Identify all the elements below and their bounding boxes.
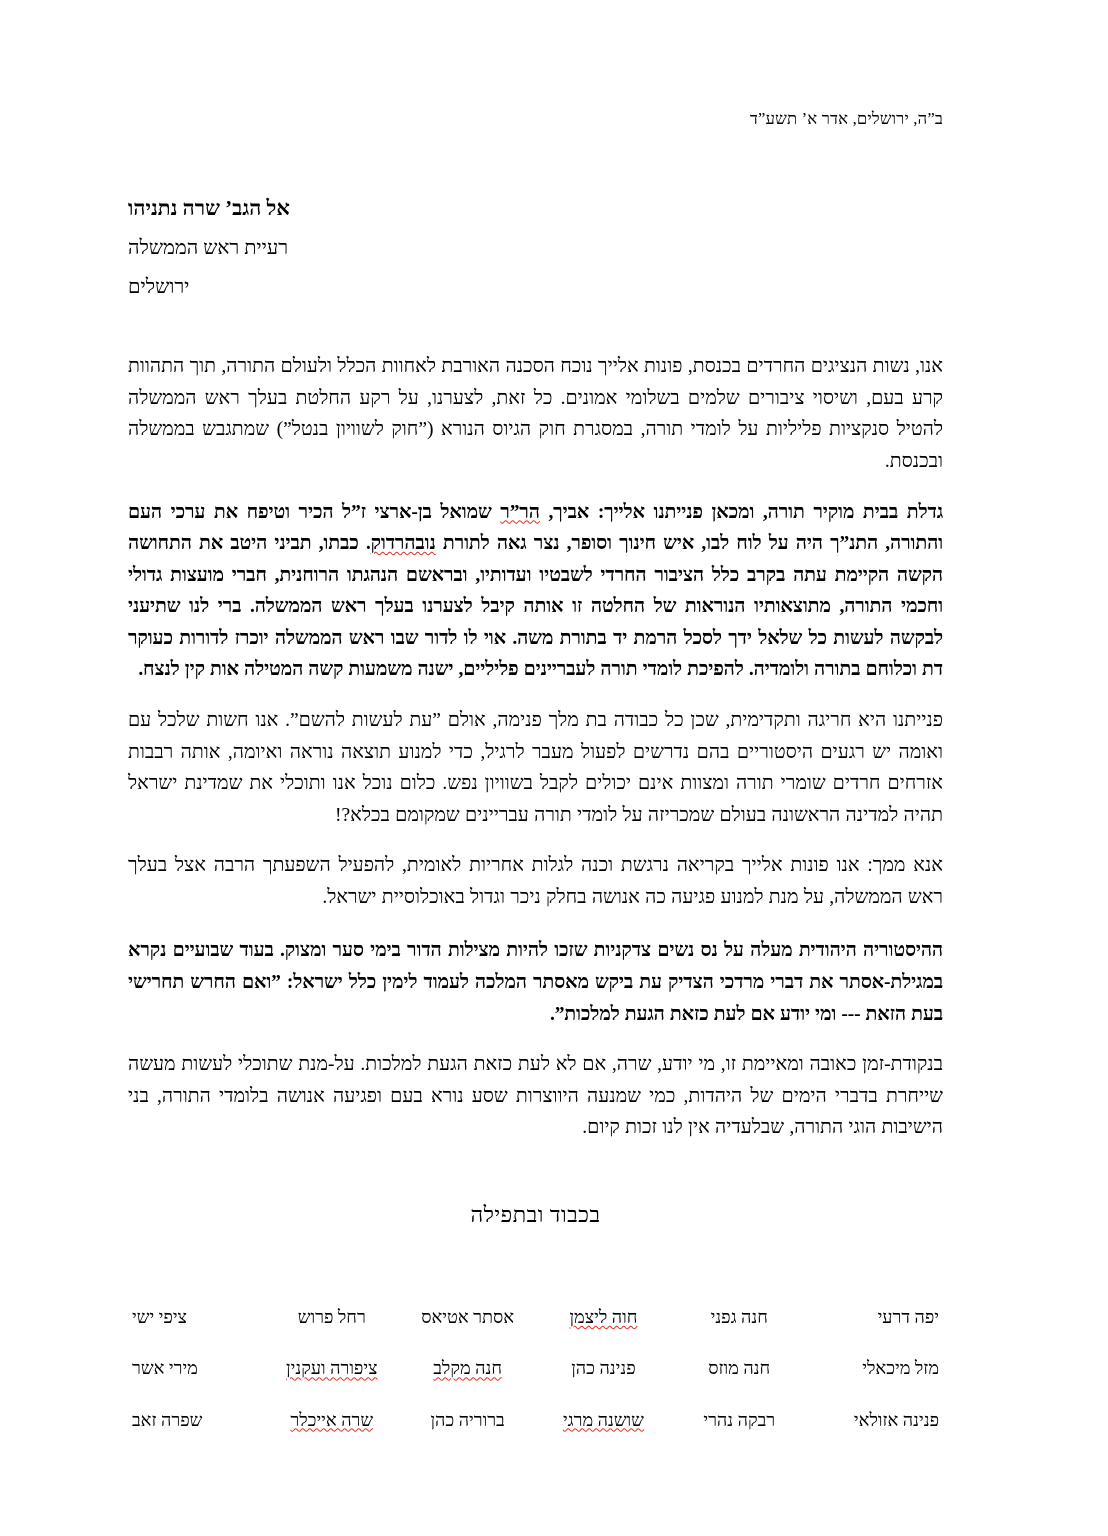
spellcheck-word: חנה מקלב (433, 1358, 502, 1379)
paragraph-text: . כבתו, תביני היטב את התחושה הקשה הקיימת עתה בקרב כלל הציבור החרדי לשבטיו ועדותיו, ובראשם הנהגתו הרוחנית, חברי מועצות גדולי וחכמי התורה, מתוצאותיו הנוראות של החלטה זו אותה קיבל לצערנו בעלך ראש הממשלה. ברי לנו שתיעני לבקשה לעשות כל שלאל ידך לסכל הרמת יד בתורת משה. אוי לו לדור שבו ראש הממשלה יוכרז לדורות כעוקר דת וכלוחם בתורה ולומדיה. להפיכת לומדי תורה לעבריינים פליליים, ישנה משמעות קשה המטילה אות קין לנצח. (128, 533, 943, 681)
paragraph-esther-reference: ההיסטוריה היהודית מעלה על נס נשים צדקניות שזכו להיות מצילות הדור בימי סער ומצוק. בעוד שבועיים נקרא במגילת-אסתר את דברי מרדכי הצדיק עת ביקש מאסתר המלכה לעמוד לימין כלל ישראל: ”ואם החרש תחרישי בעת הזאת --- ומי יודע אם לעת כזאת הגעת למלכות”. (128, 940, 943, 1025)
paragraph-text: גדלת בבית מוקיר תורה, ומכאן פנייתנו אלייך: אביך, (539, 501, 943, 523)
signature-cell (264, 1395, 400, 1446)
signature-cell (807, 1395, 943, 1446)
signature-row (128, 1395, 943, 1446)
signature-grid (128, 1292, 943, 1446)
signatory-name: מירי אשר (132, 1358, 198, 1379)
signatory-name: חנה מוזס (708, 1358, 771, 1379)
spellcheck-word: שושנה מרגי (562, 1409, 644, 1430)
paragraph-text: שמואל בן-ארצי ז”ל הכיר וטיפח את ערכי העם והתורה, התנ”ך היה על לוח לבו, איש חינוך וסופר, נצר גאה לתורת (128, 501, 944, 555)
signatory-name: רבקה נהרי (703, 1409, 776, 1430)
addressee-name: אל הגב’ שרה נתניהו (128, 196, 290, 221)
paragraph-unprecedented-appeal: פנייתנו היא חריגה ותקדימית, שכן כל כבודה בת מלך פנימה, אולם ”עת לעשות להשם”. אנו חשות שלכל עם ואומה יש רגעים היסטוריים בהם נדרשים לפעול מעבר לרגיל, כדי למנוע תוצאה נוראה ואיומה, אותה רבבות אזרחים חרדים שומרי תורה ומצוות אינם יכולים לקבל בשוויון נפש. כלום נוכל אנו ותוכלי את שמדינת ישראל תהיה למדינה הראשונה בעולם שמכריזה על לומדי תורה עבריינים שמקומם בכלא?! (128, 709, 943, 826)
paragraph-request: אנא ממך: אנו פונות אלייך בקריאה נרגשת וכנה לגלות אחריות לאומית, להפעיל השפעתך הרבה אצל בעלך ראש הממשלה, על מנת למנוע פגיעה כה אנושה בחלק ניכר וגדול באוכלוסיית ישראל. (128, 855, 943, 908)
signatory-name: ציפי ישי (132, 1306, 187, 1327)
letter-body (128, 351, 943, 1144)
signatory-name: חנה גפני (710, 1306, 768, 1327)
signature-cell (536, 1395, 672, 1446)
signature-cell (536, 1292, 672, 1343)
signature-cell (264, 1292, 400, 1343)
signature-cell (807, 1292, 943, 1343)
spellcheck-word: הר”ר (500, 501, 540, 523)
signatory-name: מזל מיכאלי (862, 1358, 939, 1379)
spellcheck-word: שרה אייכלר (290, 1409, 374, 1430)
spellcheck-word: נובהרדוק (370, 533, 436, 555)
signature-row (128, 1343, 943, 1394)
signature-cell (400, 1292, 536, 1343)
addressee-block (128, 188, 943, 307)
addressee-city: ירושלים (128, 276, 190, 299)
signature-cell (536, 1343, 672, 1394)
signatory-name: רחל פרוש (297, 1306, 366, 1327)
signature-cell (671, 1395, 807, 1446)
signatory-name: אסתר אטיאס (421, 1306, 514, 1327)
signatory-name: פנינה כהן (571, 1358, 636, 1379)
spellcheck-word: ציפורה ועקנין (286, 1358, 378, 1379)
signatory-name: ברוריה כהן (430, 1409, 505, 1430)
signature-cell (128, 1292, 264, 1343)
signature-cell (128, 1343, 264, 1394)
closing-salutation: בכבוד ובתפילה (470, 1201, 601, 1227)
signature-cell (807, 1343, 943, 1394)
signature-cell (264, 1343, 400, 1394)
spellcheck-word: חוה ליצמן (569, 1306, 638, 1327)
signatory-name: שפרה זאב (132, 1409, 203, 1430)
signature-row (128, 1292, 943, 1343)
signatory-name: פנינה אזולאי (853, 1409, 939, 1430)
signature-cell (671, 1343, 807, 1394)
signature-cell (128, 1395, 264, 1446)
signature-cell (400, 1395, 536, 1446)
paragraph-conclusion: בנקודת-זמן כאובה ומאיימת זו, מי יודע, שרה, אם לא לעת כזאת הגעת למלכות. על-מנת שתוכלי לעשות מעשה שייחרת בדברי הימים של היהדות, כמי שמנעה היווצרות שסע נורא בעם ופגיעה אנושה בלומדי התורה, בני הישיבות הוגי התורה, שבלעדיה אין לנו זכות קיום. (128, 1054, 943, 1139)
date-line: ב”ה, ירושלים, אדר א’ תשע”ד (749, 109, 943, 128)
signature-cell (671, 1292, 807, 1343)
signature-cell (400, 1343, 536, 1394)
signatory-name: יפה דרעי (877, 1306, 939, 1327)
addressee-title: רעיית ראש הממשלה (128, 237, 289, 260)
paragraph-intro: אנו, נשות הנציגים החרדים בכנסת, פונות אלייך נוכח הסכנה האורבת לאחוות הכלל ולעולם התורה, תוך התהוות קרע בעם, ושיסוי ציבורים שלמים בשלומי אמונים. כל זאת, לצערנו, על רקע החלטת בעלך ראש הממשלה להטיל סנקציות פליליות על לומדי תורה, במסגרת חוק הגיוס הנורא (”חוק לשוויון בנטל”) שמתגבש בממשלה ובכנסת. (128, 356, 943, 472)
document-content (128, 0, 943, 1446)
paragraph-father-torah (128, 497, 943, 686)
